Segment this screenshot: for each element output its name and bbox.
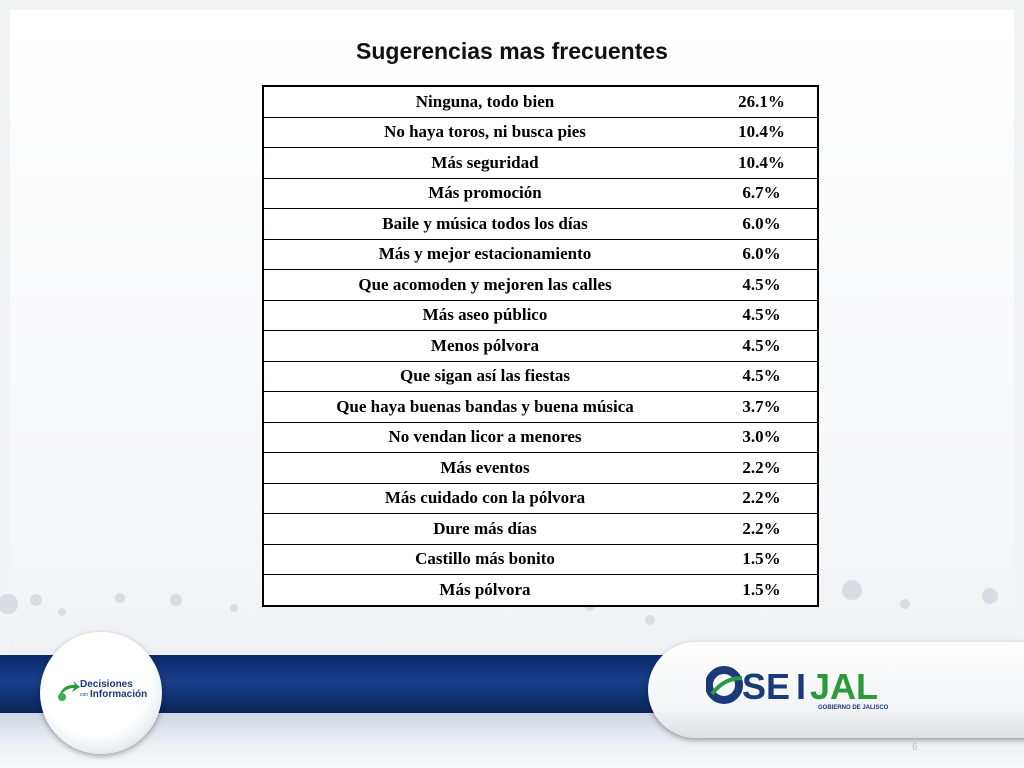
suggestion-percentage: 4.5% <box>706 331 817 362</box>
suggestion-percentage: 1.5% <box>706 544 817 575</box>
table-row <box>264 422 817 453</box>
table-row <box>264 483 817 514</box>
svg-text:I: I <box>796 666 807 707</box>
suggestion-percentage: 4.5% <box>706 361 817 392</box>
table-row <box>264 178 817 209</box>
green-arrow-icon <box>56 680 80 702</box>
suggestion-label: Menos pólvora <box>264 331 706 362</box>
logo-text-decisiones: Decisiones <box>80 679 133 690</box>
logo-text-con: con <box>80 692 89 698</box>
table-body <box>264 87 817 605</box>
suggestion-percentage: 4.5% <box>706 300 817 331</box>
suggestion-label: Más eventos <box>264 453 706 484</box>
suggestion-label: Que sigan así las fiestas <box>264 361 706 392</box>
suggestion-label: Más seguridad <box>264 148 706 179</box>
suggestion-percentage: 3.7% <box>706 392 817 423</box>
oseijal-tagline: GOBIERNO DE JALISCO <box>818 705 889 711</box>
svg-text:JAL: JAL <box>810 666 879 707</box>
table-row <box>264 117 817 148</box>
suggestion-label: No haya toros, ni busca pies <box>264 117 706 148</box>
suggestion-percentage: 6.0% <box>706 209 817 240</box>
suggestion-percentage: 10.4% <box>706 117 817 148</box>
suggestion-label: Baile y música todos los días <box>264 209 706 240</box>
suggestion-percentage: 2.2% <box>706 483 817 514</box>
suggestion-percentage: 10.4% <box>706 148 817 179</box>
suggestion-label: No vendan licor a menores <box>264 422 706 453</box>
page-number: 6 <box>912 742 918 753</box>
logo-text-informacion: Información <box>90 689 148 700</box>
suggestion-percentage: 6.7% <box>706 178 817 209</box>
suggestion-percentage: 3.0% <box>706 422 817 453</box>
suggestion-label: Ninguna, todo bien <box>264 87 706 117</box>
table-row <box>264 361 817 392</box>
table-row <box>264 87 817 117</box>
table-row <box>264 209 817 240</box>
suggestions-table <box>262 85 819 607</box>
table-row <box>264 239 817 270</box>
svg-text:SE: SE <box>742 666 791 707</box>
suggestion-label: Que acomoden y mejoren las calles <box>264 270 706 301</box>
table-row <box>264 331 817 362</box>
suggestion-label: Más pólvora <box>439 579 531 599</box>
suggestion-label: Más cuidado con la pólvora <box>264 483 706 514</box>
table-row <box>264 392 817 423</box>
table-row <box>264 514 817 545</box>
table-row <box>264 300 817 331</box>
suggestion-label: Más promoción <box>264 178 706 209</box>
table-row <box>264 453 817 484</box>
suggestion-label: Más aseo público <box>264 300 706 331</box>
suggestion-label: Que haya buenas bandas y buena música <box>264 392 706 423</box>
table-row <box>264 544 817 575</box>
suggestion-percentage: 4.5% <box>706 270 817 301</box>
table-row <box>264 575 817 605</box>
oseijal-logo <box>706 664 896 714</box>
table-row <box>264 270 817 301</box>
suggestion-label: Más y mejor estacionamiento <box>264 239 706 270</box>
suggestion-percentage: 2.2% <box>706 514 817 545</box>
suggestion-percentage: 26.1% <box>706 87 817 117</box>
slide-title: Sugerencias mas frecuentes <box>356 38 668 64</box>
decisiones-logo <box>56 676 156 706</box>
table-row <box>264 148 817 179</box>
suggestion-percentage: 2.2% <box>706 453 817 484</box>
suggestion-label: Castillo más bonito <box>264 544 706 575</box>
suggestion-percentage: 6.0% <box>706 239 817 270</box>
suggestion-label: Dure más días <box>264 514 706 545</box>
suggestion-percentage: 1.5% <box>742 579 781 599</box>
